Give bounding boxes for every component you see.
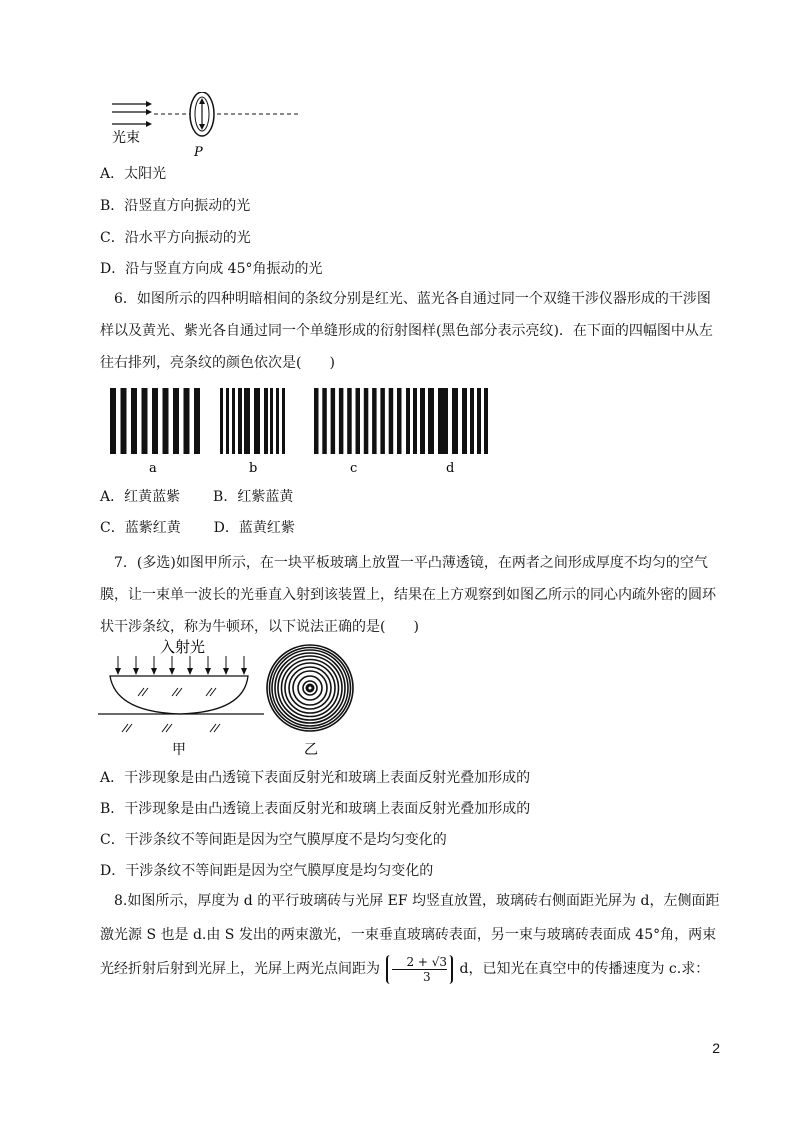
fringe-stripe — [121, 388, 127, 454]
fringe-pattern-b — [220, 388, 285, 454]
fringe-stripe — [322, 388, 327, 454]
interference-ring — [278, 656, 342, 720]
interference-ring — [282, 660, 339, 717]
fringe-patterns-figure — [100, 384, 500, 476]
q7-stem: 7．(多选)如图甲所示，在一块平板玻璃上放置一平凸薄透镜，在两者之间形成厚度不均匀的空气膜，让一束单一波长的光垂直入射到该装置上，结果在上方观察到如图乙所示的同心内疏外密的圆环状干涉条纹，称为牛顿环，以下说法正确的是( ) — [100, 555, 716, 635]
incident-ray-arrowhead — [151, 668, 157, 675]
fringe-stripe — [226, 388, 229, 454]
fringe-stripe — [270, 388, 273, 454]
fringe-stripe — [220, 388, 223, 454]
fringe-label-b: b — [249, 461, 258, 476]
interference-ring — [289, 667, 331, 709]
fringe-stripe — [428, 388, 434, 454]
fringe-stripe — [184, 388, 190, 454]
fringe-stripe — [110, 388, 116, 454]
q6-option-a: A．红黄蓝紫 — [100, 489, 181, 505]
q5-option-b: B．沿竖直方向振动的光 — [100, 198, 251, 214]
fringe-stripe — [452, 388, 458, 454]
fringe-label-d: d — [446, 461, 455, 476]
fringe-stripe — [364, 388, 369, 454]
fringe-stripe — [244, 388, 250, 454]
q8-fraction — [386, 955, 453, 984]
interference-ring — [303, 681, 317, 695]
q7-option-c: C．干涉条纹不等间距是因为空气膜厚度不是均匀变化的 — [100, 832, 447, 848]
polarizer-figure — [108, 92, 308, 162]
fringe-stripe — [470, 388, 474, 454]
q8-text-part2: d，已知光在真空中的传播速度为 c.求： — [459, 961, 710, 977]
fringe-stripe — [347, 388, 352, 454]
fringe-stripe — [389, 388, 394, 454]
q8-fraction-numerator: 2 + √3 — [392, 955, 447, 970]
page-number: 2 — [712, 1040, 720, 1056]
figure-jia-label: 甲 — [172, 742, 186, 758]
interference-ring — [307, 685, 313, 691]
q6-option-d: D．蓝黄红紫 — [213, 520, 295, 536]
incident-ray-arrowhead — [205, 668, 211, 675]
fringe-label-a: a — [149, 461, 157, 476]
fringe-stripe — [152, 388, 158, 454]
incident-ray-arrowhead — [241, 668, 247, 675]
fringe-stripe — [438, 388, 448, 454]
interference-ring — [267, 645, 353, 731]
newton-rings-figure — [98, 636, 358, 760]
fringe-stripe — [372, 388, 377, 454]
q8-stem — [100, 884, 722, 986]
fringe-pattern-a — [110, 388, 200, 454]
fringe-stripe — [194, 388, 200, 454]
fringe-stripe — [413, 388, 417, 454]
fringe-label-c: c — [350, 461, 358, 476]
fringe-stripe — [282, 388, 285, 454]
incident-ray-arrowhead — [133, 668, 139, 675]
fringe-stripe — [380, 388, 385, 454]
fringe-stripe — [331, 388, 336, 454]
fringe-stripe — [420, 388, 425, 454]
polarizer-label: P — [194, 145, 203, 160]
fringe-stripe — [484, 388, 488, 454]
incident-light-label: 入射光 — [160, 638, 206, 656]
fringe-stripe — [314, 388, 319, 454]
incident-ray-arrowhead — [223, 668, 229, 675]
q6-option-b: B．红紫蓝黄 — [213, 489, 294, 505]
q6-options-row2 — [100, 518, 720, 538]
figure-yi-label: 乙 — [304, 742, 318, 758]
q7-option-a: A．干涉现象是由凸透镜下表面反射光和玻璃上表面反射光叠加形成的 — [100, 770, 531, 786]
beam-label: 光束 — [112, 130, 140, 146]
q8-fraction-denominator: 3 — [422, 969, 431, 984]
q5-option-d: D．沿与竖直方向成 45°角振动的光 — [100, 261, 323, 277]
interference-ring — [298, 676, 322, 700]
q5-option-a: A．太阳光 — [100, 166, 167, 182]
fringe-stripe — [142, 388, 148, 454]
concentric-rings — [267, 645, 353, 731]
fringe-stripe — [462, 388, 467, 454]
fringe-stripe — [131, 388, 137, 454]
fringe-stripe — [477, 388, 481, 454]
q6-stem: 6．如图所示的四种明暗相间的条纹分别是红光、蓝光各自通过同一个双缝干涉仪器形成的干涉图样以及黄光、紫光各自通过同一个单缝形成的衍射图样(黑色部分表示亮纹)．在下面的四幅图中从左往右排列，亮条纹的颜色依次是( ) — [100, 291, 713, 371]
interference-ring — [272, 650, 348, 726]
fringe-stripe — [264, 388, 268, 454]
q6-options-row1 — [100, 487, 720, 507]
q6-option-c: C．蓝紫红黄 — [100, 520, 181, 536]
incident-ray-arrowhead — [115, 668, 121, 675]
fringe-stripe — [339, 388, 344, 454]
fringe-stripe — [238, 388, 242, 454]
q5-option-c: C．沿水平方向振动的光 — [100, 230, 251, 246]
fringe-stripe — [163, 388, 169, 454]
incident-ray-arrowhead — [187, 668, 193, 675]
fringe-stripe — [356, 388, 361, 454]
fringe-pattern-c — [314, 388, 402, 454]
incident-ray-arrowhead — [169, 668, 175, 675]
q7-option-b: B．干涉现象是由凸透镜上表面反射光和玻璃上表面反射光叠加形成的 — [100, 801, 531, 817]
fringe-pattern-d — [406, 388, 488, 454]
fringe-stripe — [173, 388, 179, 454]
fringe-stripe — [397, 388, 402, 454]
q8-text-part1: 8.如图所示，厚度为 d 的平行玻璃砖与光屏 EF 均竖直放置，玻璃砖右侧面距光屏为 d，左侧面距激光源 S 也是 d.由 S 发出的两束激光，一束垂直玻璃砖表面，另一束与玻璃砖表面成 45°角，两束光经折射后射到光屏上，光屏上两光点间距为 — [100, 893, 720, 977]
fringe-stripe — [406, 388, 410, 454]
fringe-stripe — [276, 388, 279, 454]
fringe-stripe — [254, 388, 260, 454]
q7-option-d: D．干涉条纹不等间距是因为空气膜厚度是均匀变化的 — [100, 863, 434, 879]
fringe-stripe — [232, 388, 235, 454]
